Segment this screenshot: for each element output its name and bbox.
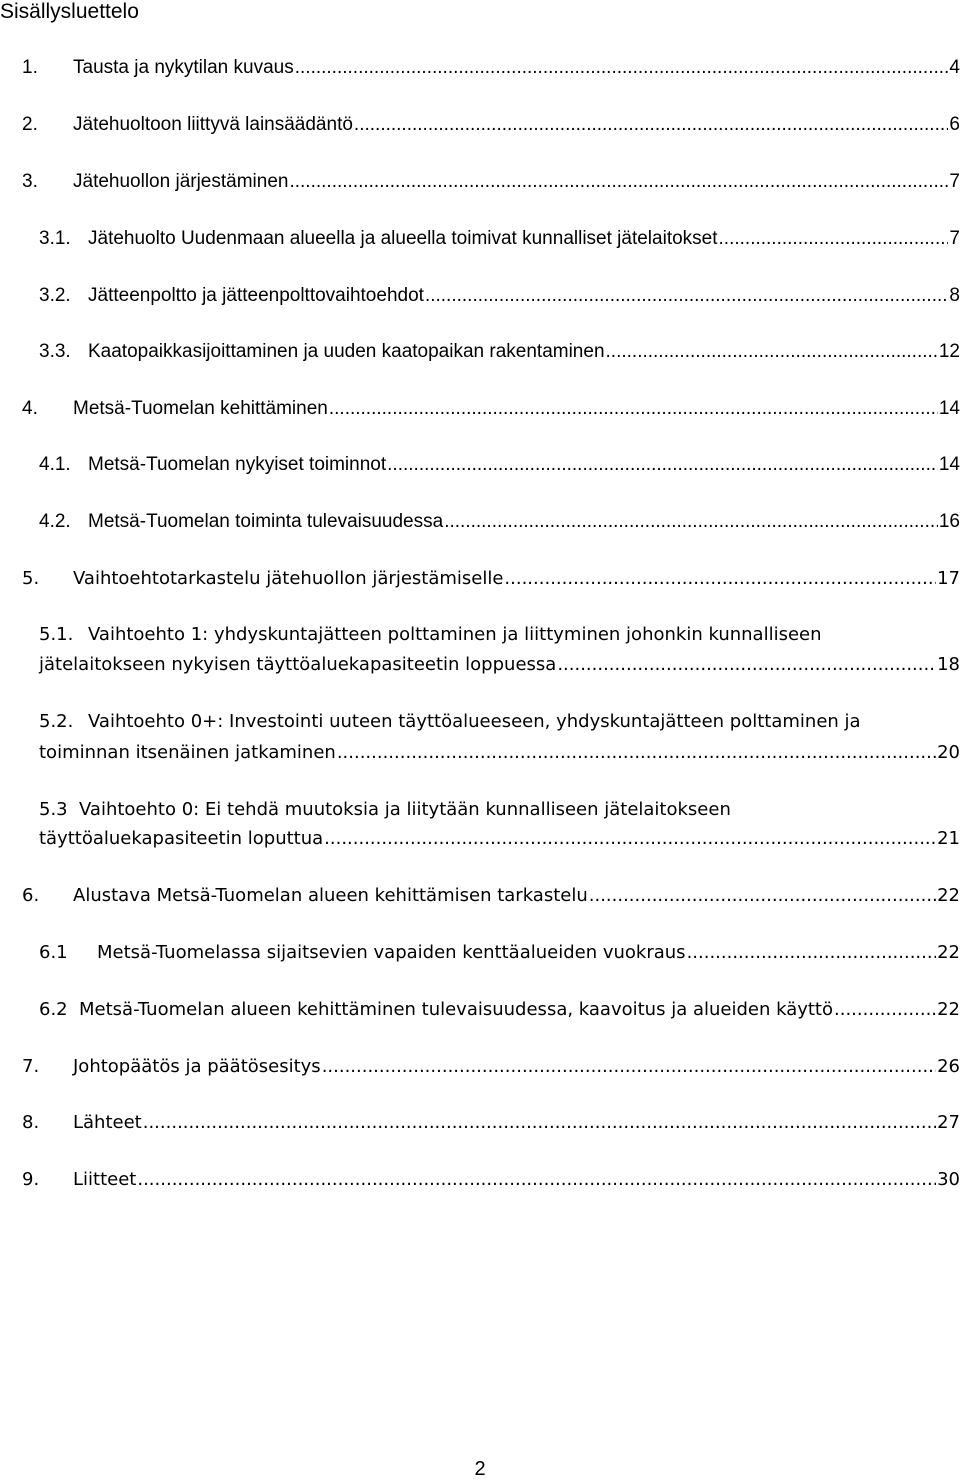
toc-entry-title: Jätteenpoltto ja jätteenpolttovaihtoehdot — [88, 285, 424, 306]
toc-entry-title-continued: täyttöaluekapasiteetin loputtua — [39, 828, 324, 849]
toc-leader-dots — [387, 452, 938, 478]
toc-entry-number: 1. — [22, 57, 38, 78]
toc-entry[interactable] — [0, 452, 960, 478]
toc-leader-dots — [606, 339, 938, 365]
toc-leader-dots — [425, 283, 948, 309]
toc-entry[interactable] — [0, 940, 960, 966]
toc-entry-number: 6.2 — [39, 999, 68, 1020]
toc-entry-number: 4.2. — [39, 511, 71, 532]
toc-entry-title: Vaihtoehto 0+: Investointi uuteen täyttöalueeseen, yhdyskuntajätteen polttaminen ja — [88, 711, 861, 732]
toc-entry[interactable] — [0, 339, 960, 365]
toc-leader-dots — [589, 883, 936, 909]
toc-entry-page: 22 — [937, 942, 960, 963]
toc-entry-page: 18 — [937, 654, 960, 675]
toc-entry-page: 7 — [949, 228, 960, 249]
toc-entry-number: 3.2. — [39, 285, 71, 306]
toc-entry-page: 27 — [937, 1112, 960, 1133]
toc-entry-title-continued: toiminnan itsenäinen jatkaminen — [39, 742, 336, 763]
toc-leader-dots — [329, 396, 938, 422]
toc-entry-number: 5.2. — [39, 711, 74, 732]
toc-entry-page: 12 — [938, 341, 960, 362]
toc-entry-page: 16 — [938, 511, 960, 532]
toc-entry-number: 2. — [22, 114, 38, 135]
toc-entry[interactable] — [0, 566, 960, 592]
toc-leader-dots — [324, 826, 936, 852]
toc-entry-page: 14 — [938, 454, 960, 475]
toc-leader-dots — [557, 652, 936, 678]
toc-entry-number: 9. — [22, 1169, 40, 1190]
toc-entry-page: 22 — [937, 885, 960, 906]
toc-leader-dots — [687, 940, 937, 966]
toc-entry-page: 21 — [937, 828, 960, 849]
toc-entry-line2[interactable] — [0, 826, 960, 852]
toc-entry[interactable] — [0, 997, 960, 1023]
toc-heading: Sisällysluettelo — [0, 0, 139, 23]
toc-leader-dots — [719, 226, 949, 252]
toc-entry[interactable] — [0, 1167, 960, 1193]
toc-leader-dots — [322, 1054, 936, 1080]
toc-leader-dots — [295, 55, 949, 81]
toc-entry[interactable] — [0, 1054, 960, 1080]
toc-entry[interactable] — [0, 509, 960, 535]
toc-entry-page: 6 — [949, 114, 960, 135]
toc-entry[interactable] — [0, 169, 960, 195]
toc-entry-number: 6. — [22, 885, 40, 906]
toc-entry-title: Johtopäätös ja päätösesitys — [73, 1056, 321, 1077]
toc-entry[interactable] — [0, 883, 960, 909]
toc-entry-number: 8. — [22, 1112, 40, 1133]
toc-entry-line2[interactable] — [0, 652, 960, 678]
toc-entry-number: 5.3 — [39, 799, 68, 820]
toc-entry-title: Metsä-Tuomelan nykyiset toiminnot — [88, 454, 387, 475]
toc-entry[interactable] — [0, 1110, 960, 1136]
toc-entry-title: Lähteet — [73, 1112, 142, 1133]
toc-entry-title: Metsä-Tuomelassa sijaitsevien vapaiden kenttäalueiden vuokraus — [97, 942, 686, 963]
toc-entry-page: 14 — [938, 398, 960, 419]
toc-entry-title: Tausta ja nykytilan kuvaus — [73, 57, 294, 78]
toc-entry-number: 7. — [22, 1056, 40, 1077]
toc-leader-dots — [137, 1167, 936, 1193]
toc-entry-title: Alustava Metsä-Tuomelan alueen kehittämisen tarkastelu — [73, 885, 588, 906]
toc-entry-title: Vaihtoehtotarkastelu jätehuollon järjestämiselle — [73, 568, 504, 589]
toc-leader-dots — [354, 112, 949, 138]
toc-entry-line1[interactable] — [0, 709, 960, 735]
toc-entry-number: 3.1. — [39, 228, 71, 249]
toc-entry-page: 4 — [949, 57, 960, 78]
toc-entry-page: 22 — [937, 999, 960, 1020]
toc-leader-dots — [834, 997, 936, 1023]
toc-entry-page: 17 — [937, 568, 960, 589]
toc-entry[interactable] — [0, 396, 960, 422]
toc-entry[interactable] — [0, 55, 960, 81]
toc-entry-title: Vaihtoehto 0: Ei tehdä muutoksia ja liitytään kunnalliseen jätelaitokseen — [79, 799, 731, 820]
toc-entry-line1[interactable] — [0, 622, 960, 648]
toc-entry-title: Vaihtoehto 1: yhdyskuntajätteen polttaminen ja liittyminen johonkin kunnalliseen — [88, 624, 822, 645]
toc-entry-number: 5.1. — [39, 624, 74, 645]
toc-entry[interactable] — [0, 112, 960, 138]
toc-entry-line2[interactable] — [0, 740, 960, 766]
toc-entry-line1[interactable] — [0, 797, 960, 823]
toc-entry-number: 3.3. — [39, 341, 71, 362]
toc-entry-number: 3. — [22, 171, 38, 192]
toc-entry-page: 8 — [949, 285, 960, 306]
toc-entry-page: 30 — [937, 1169, 960, 1190]
toc-leader-dots — [289, 169, 948, 195]
toc-entry-title: Metsä-Tuomelan kehittäminen — [73, 398, 328, 419]
toc-entry-number: 4. — [22, 398, 38, 419]
toc-entry-title: Jätehuoltoon liittyvä lainsäädäntö — [73, 114, 353, 135]
toc-entry-number: 6.1 — [39, 942, 68, 963]
toc-leader-dots — [504, 566, 936, 592]
toc-entry-title: Metsä-Tuomelan toiminta tulevaisuudessa — [88, 511, 444, 532]
toc-entry[interactable] — [0, 226, 960, 252]
toc-entry-title: Kaatopaikkasijoittaminen ja uuden kaatopaikan rakentaminen — [88, 341, 605, 362]
toc-entry-title: Metsä-Tuomelan alueen kehittäminen tulevaisuudessa, kaavoitus ja alueiden käyttö — [79, 999, 834, 1020]
toc-entry[interactable] — [0, 283, 960, 309]
toc-entry-page: 7 — [949, 171, 960, 192]
toc-entry-title-continued: jätelaitokseen nykyisen täyttöaluekapasiteetin loppuessa — [39, 654, 557, 675]
toc-leader-dots — [143, 1110, 936, 1136]
toc-entry-page: 26 — [937, 1056, 960, 1077]
page-number: 2 — [474, 1458, 486, 1480]
toc-entry-title: Jätehuolto Uudenmaan alueella ja alueella toimivat kunnalliset jätelaitokset — [88, 228, 718, 249]
toc-entry-title: Jätehuollon järjestäminen — [73, 171, 289, 192]
toc-entry-page: 20 — [937, 742, 960, 763]
toc-entry-number: 5. — [22, 568, 40, 589]
toc-entry-number: 4.1. — [39, 454, 71, 475]
toc-leader-dots — [337, 740, 936, 766]
toc-entry-title: Liitteet — [73, 1169, 137, 1190]
toc-leader-dots — [444, 509, 938, 535]
